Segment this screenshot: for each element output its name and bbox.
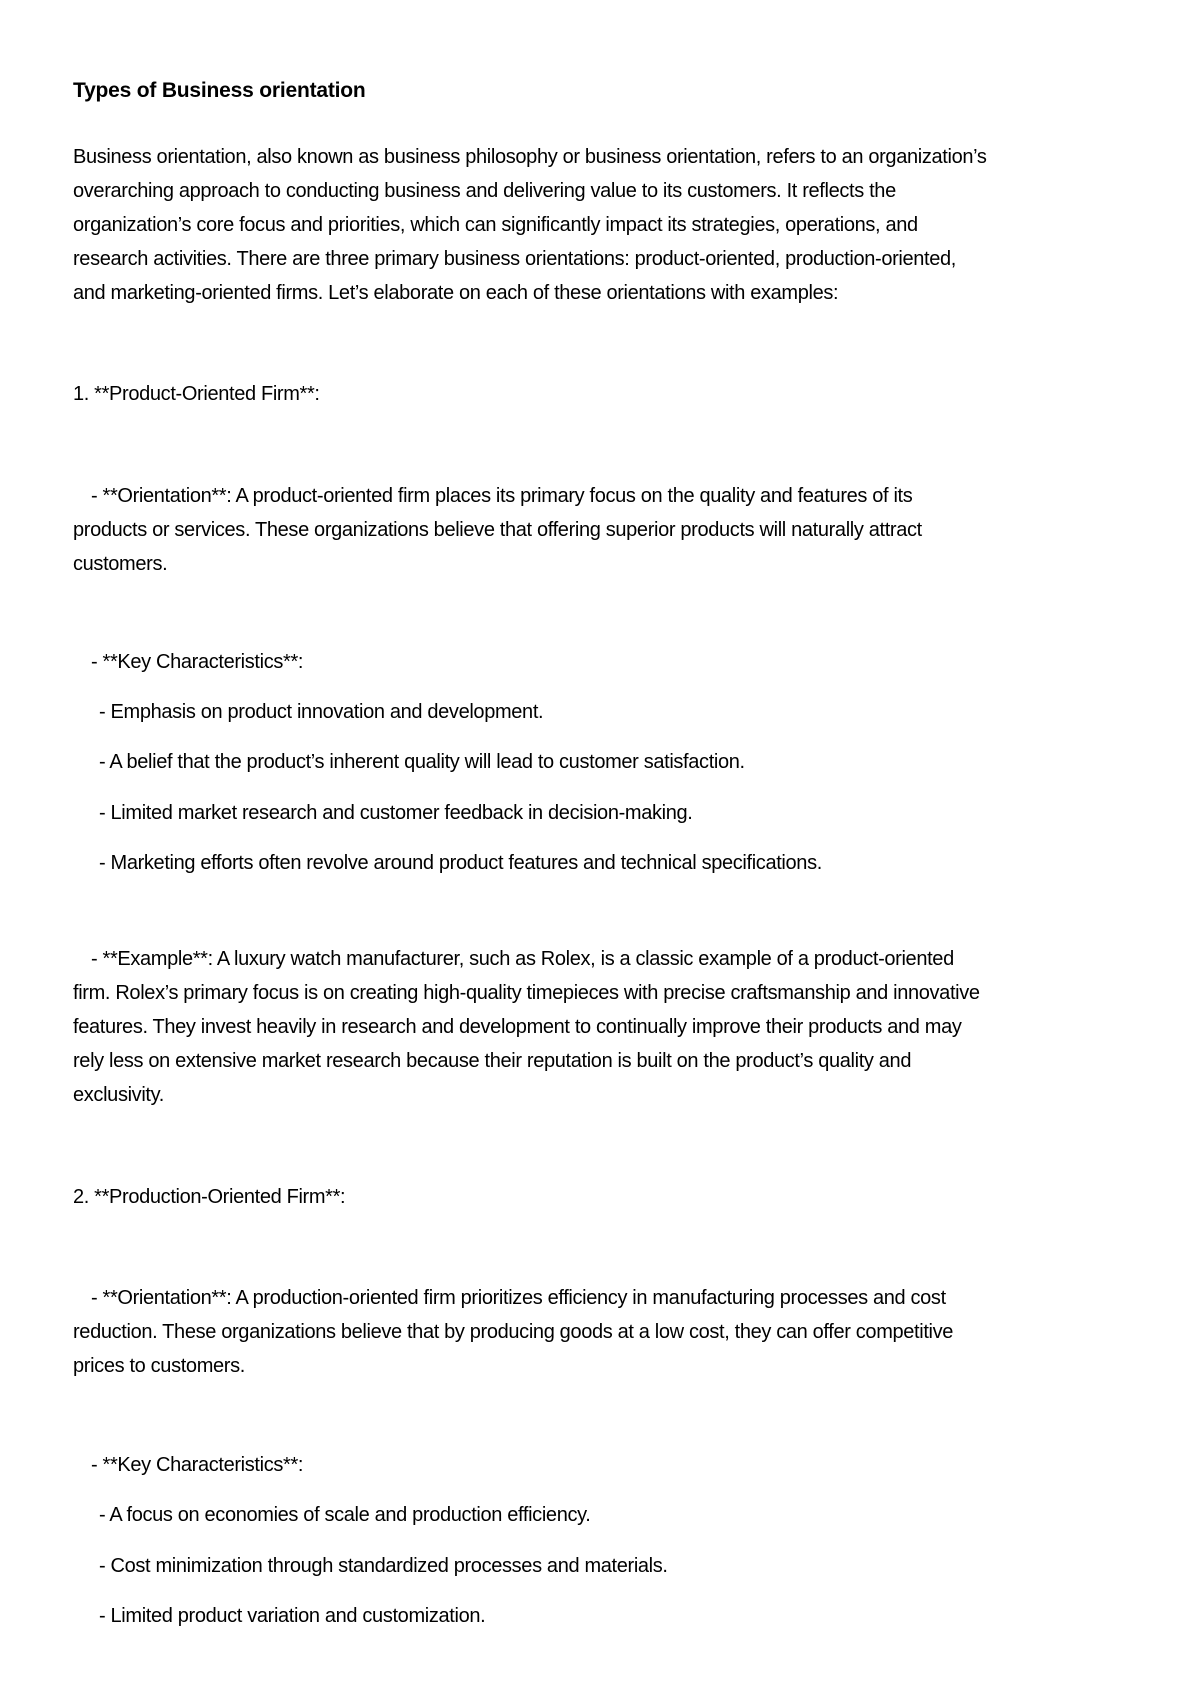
section1-key-item: - A belief that the product’s inherent quality will lead to customer satisfaction.: [99, 751, 745, 773]
section1-key-item: - Emphasis on product innovation and development.: [99, 701, 544, 723]
section1-orientation-line: customers.: [73, 553, 168, 575]
intro-line: Business orientation, also known as business philosophy or business orientation, refers to an organization’s: [73, 146, 987, 168]
section2-orientation-line: - **Orientation**: A production-oriented firm prioritizes efficiency in manufacturing processes and cost: [91, 1287, 946, 1309]
section1-orientation-line: - **Orientation**: A product-oriented firm places its primary focus on the quality and features of its: [91, 485, 913, 507]
intro-line: research activities. There are three primary business orientations: product-oriented, production-oriented,: [73, 248, 956, 270]
intro-line: and marketing-oriented firms. Let’s elaborate on each of these orientations with examples:: [73, 282, 839, 304]
document-page: [73, 0, 1143, 1698]
section1-key-item: - Limited market research and customer feedback in decision-making.: [99, 802, 693, 824]
section1-key-heading: - **Key Characteristics**:: [91, 651, 304, 673]
section1-example-line: - **Example**: A luxury watch manufacturer, such as Rolex, is a classic example of a product-oriented: [91, 948, 954, 970]
section1-example-line: exclusivity.: [73, 1084, 165, 1106]
section2-heading: 2. **Production-Oriented Firm**:: [73, 1186, 346, 1208]
intro-line: overarching approach to conducting business and delivering value to its customers. It reflects the: [73, 180, 896, 202]
section1-example-line: firm. Rolex’s primary focus is on creating high-quality timepieces with precise craftsmanship and innovative: [73, 982, 980, 1004]
section2-orientation-line: prices to customers.: [73, 1355, 245, 1377]
document-title: Types of Business orientation: [73, 79, 366, 102]
section1-orientation-line: products or services. These organizations believe that offering superior products will naturally attract: [73, 519, 922, 541]
section1-key-item: - Marketing efforts often revolve around product features and technical specifications.: [99, 852, 822, 874]
section1-example-line: rely less on extensive market research because their reputation is built on the product’s quality and: [73, 1050, 912, 1072]
section2-key-item: - Limited product variation and customization.: [99, 1605, 486, 1627]
section2-key-item: - A focus on economies of scale and production efficiency.: [99, 1504, 591, 1526]
section1-example-line: features. They invest heavily in research and development to continually improve their products and may: [73, 1016, 962, 1038]
intro-line: organization’s core focus and priorities, which can significantly impact its strategies, operations, and: [73, 214, 918, 236]
section2-orientation-line: reduction. These organizations believe that by producing goods at a low cost, they can offer competitive: [73, 1321, 954, 1343]
section2-key-heading: - **Key Characteristics**:: [91, 1454, 304, 1476]
section2-key-item: - Cost minimization through standardized processes and materials.: [99, 1555, 668, 1577]
section1-heading: 1. **Product-Oriented Firm**:: [73, 383, 320, 405]
